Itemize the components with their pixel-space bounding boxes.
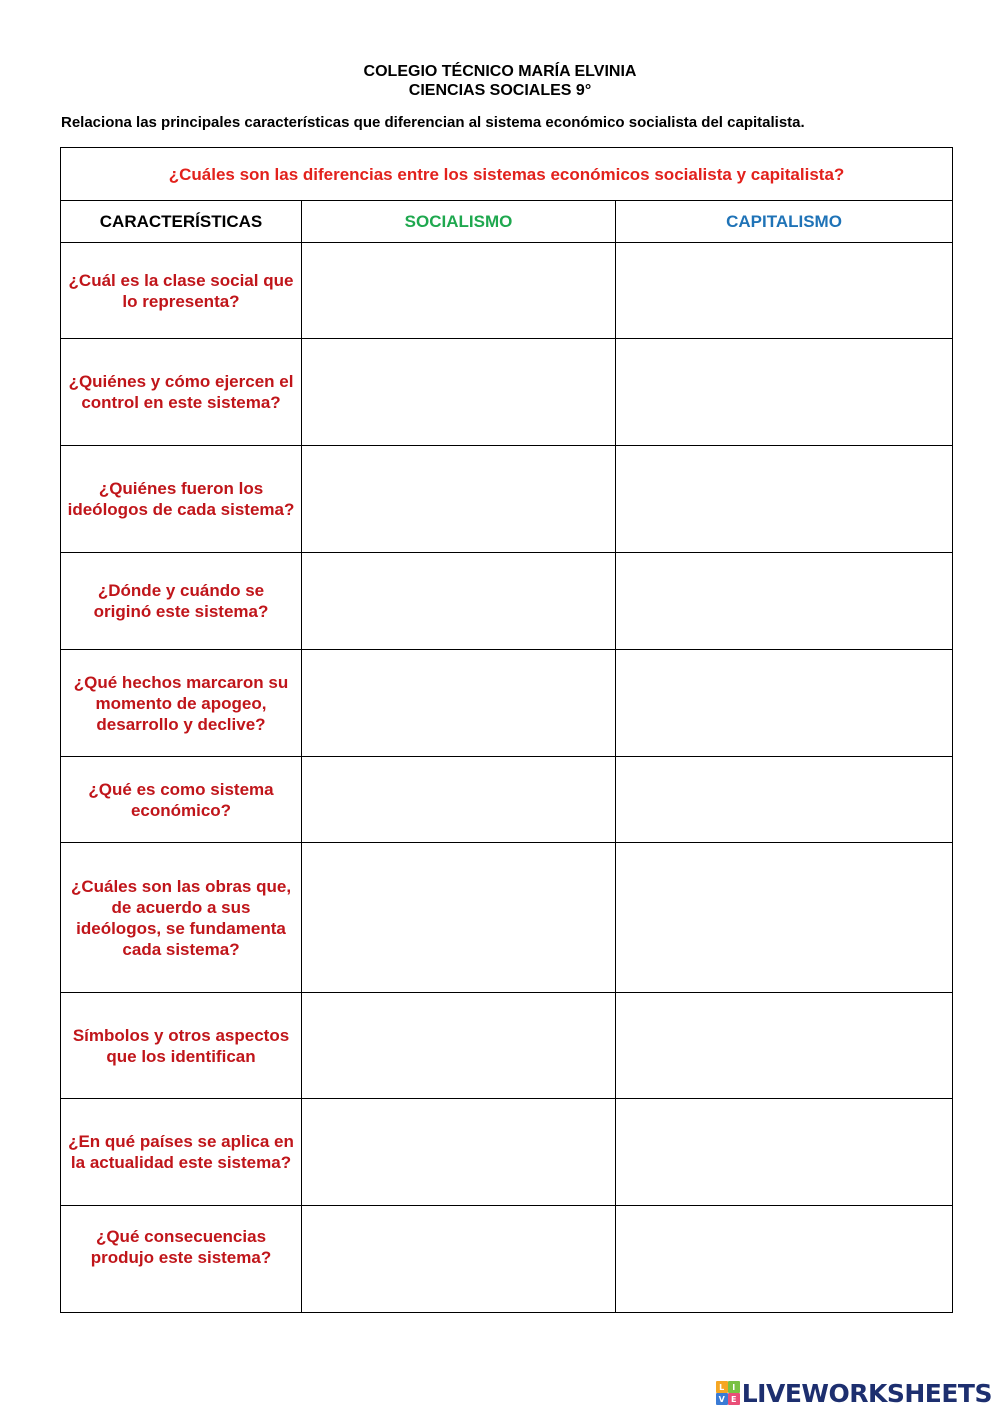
row-question: ¿Dónde y cuándo se originó este sistema? [61, 553, 302, 650]
school-name: COLEGIO TÉCNICO MARÍA ELVINIA [363, 63, 637, 80]
capitalism-answer-cell[interactable] [616, 446, 953, 553]
table-header-row [61, 201, 953, 243]
row-question: ¿Quiénes y cómo ejercen el control en este sistema? [61, 339, 302, 446]
row-question: ¿Quiénes fueron los ideólogos de cada sistema? [61, 446, 302, 553]
table-row [61, 446, 953, 553]
liveworksheets-logo-icon [716, 1381, 740, 1405]
capitalism-answer-cell[interactable] [616, 757, 953, 843]
liveworksheets-logo[interactable] [716, 1378, 992, 1408]
socialism-answer-cell[interactable] [302, 843, 616, 993]
socialism-answer-cell[interactable] [302, 243, 616, 339]
socialism-answer-cell[interactable] [302, 1206, 616, 1313]
capitalism-answer-cell[interactable] [616, 339, 953, 446]
socialism-answer-cell[interactable] [302, 650, 616, 757]
table-row [61, 243, 953, 339]
table-row [61, 553, 953, 650]
table-title: ¿Cuáles son las diferencias entre los sistemas económicos socialista y capitalista? [61, 148, 953, 201]
socialism-answer-cell[interactable] [302, 339, 616, 446]
capitalism-answer-cell[interactable] [616, 243, 953, 339]
table-row [61, 650, 953, 757]
instructions-text: Relaciona las principales características que diferencian al sistema económico socialista del capitalista. [61, 114, 805, 131]
column-header-characteristics: CARACTERÍSTICAS [61, 201, 302, 243]
capitalism-answer-cell[interactable] [616, 553, 953, 650]
table-row [61, 1206, 953, 1313]
column-header-capitalism: CAPITALISMO [616, 201, 953, 243]
socialism-answer-cell[interactable] [302, 993, 616, 1099]
row-question: ¿En qué países se aplica en la actualidad este sistema? [61, 1099, 302, 1206]
table-title-row [61, 148, 953, 201]
capitalism-answer-cell[interactable] [616, 1099, 953, 1206]
row-question: ¿Cuáles son las obras que, de acuerdo a sus ideólogos, se fundamenta cada sistema? [61, 843, 302, 993]
capitalism-answer-cell[interactable] [616, 650, 953, 757]
column-header-socialism: SOCIALISMO [302, 201, 616, 243]
table-row [61, 757, 953, 843]
logo-tile: I [728, 1381, 740, 1393]
capitalism-answer-cell[interactable] [616, 993, 953, 1099]
logo-tile: E [728, 1393, 740, 1405]
capitalism-answer-cell[interactable] [616, 843, 953, 993]
document-header [0, 62, 1000, 100]
logo-tile: L [716, 1381, 728, 1393]
row-question: ¿Qué es como sistema económico? [61, 757, 302, 843]
row-question: ¿Qué consecuencias produjo este sistema? [61, 1206, 302, 1313]
row-question: Símbolos y otros aspectos que los identifican [61, 993, 302, 1099]
row-question: ¿Cuál es la clase social que lo representa? [61, 243, 302, 339]
subject-name: CIENCIAS SOCIALES 9° [408, 82, 592, 99]
socialism-answer-cell[interactable] [302, 757, 616, 843]
table-row [61, 1099, 953, 1206]
row-question: ¿Qué hechos marcaron su momento de apogeo, desarrollo y declive? [61, 650, 302, 757]
socialism-answer-cell[interactable] [302, 1099, 616, 1206]
table-row [61, 993, 953, 1099]
capitalism-answer-cell[interactable] [616, 1206, 953, 1313]
socialism-answer-cell[interactable] [302, 446, 616, 553]
liveworksheets-brand-text: LIVEWORKSHEETS [741, 1378, 992, 1408]
logo-tile: V [716, 1393, 728, 1405]
table-row [61, 339, 953, 446]
table-row [61, 843, 953, 993]
socialism-answer-cell[interactable] [302, 553, 616, 650]
comparison-table [60, 147, 953, 1313]
